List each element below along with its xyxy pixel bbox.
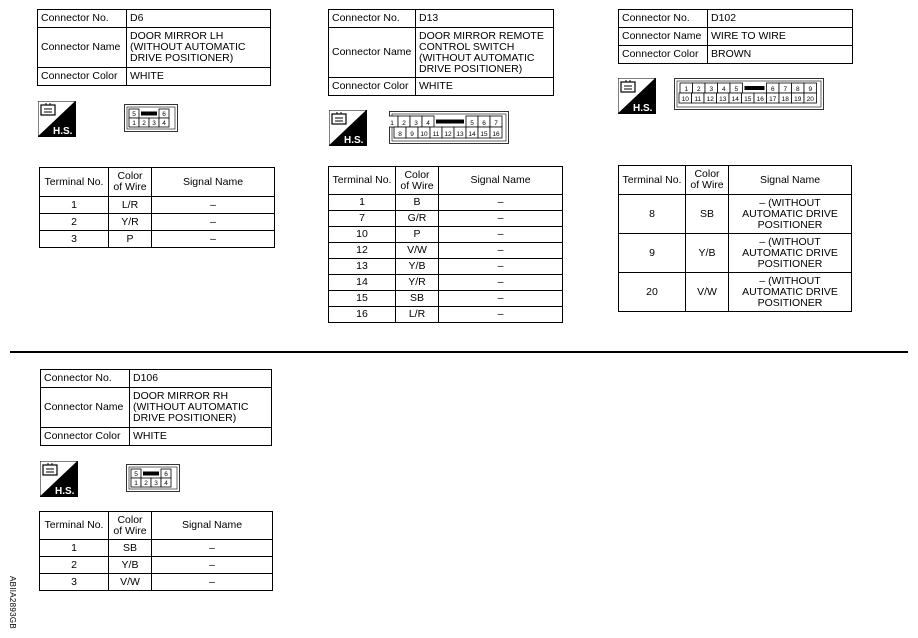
wire-color: P [396,227,439,243]
pin-number: 7 [783,86,788,93]
connector-key [143,472,159,476]
table-row [40,214,275,231]
harness-side-icon [38,101,76,137]
connector-info-table [618,9,853,64]
connector-key [141,112,157,116]
table-row [329,227,563,243]
terminal-no: 12 [329,243,396,259]
pin-number: 3 [152,120,156,127]
signal-name: – (WITHOUT AUTOMATIC DRIVE POSITIONER [729,195,852,234]
wire-color: V/W [109,574,152,591]
pin-number: 8 [795,86,800,93]
pin-number: 10 [420,131,428,138]
connector-key [745,86,765,90]
connector-d106 [40,369,272,446]
wire-color: V/W [396,243,439,259]
connector-d6 [37,9,271,86]
connector-name-label: Connector Name [41,388,130,428]
pin-number: 8 [398,131,402,138]
harness-side-icon [329,110,367,146]
pin-number: 3 [709,86,714,93]
terminal-no: 1 [40,540,109,557]
pin-number: 12 [706,96,714,103]
pin-number: 14 [468,131,476,138]
terminal-no-header: Terminal No. [40,512,109,540]
signal-name-header: Signal Name [152,512,273,540]
pin-number: 20 [806,96,814,103]
table-row [329,195,563,211]
connector-color-value: WHITE [127,68,271,86]
terminal-table-d6-wrap [39,167,275,248]
terminal-no: 7 [329,211,396,227]
table-row [329,291,563,307]
connector-color-label: Connector Color [329,78,416,96]
connector-no-label: Connector No. [329,10,416,28]
pin-number: 5 [470,120,474,127]
signal-name: – [439,243,563,259]
hs-label: H.S. [55,486,75,497]
pin-number: 5 [132,111,136,118]
wire-color-header: Color of Wire [109,512,152,540]
pin-number: 4 [164,480,168,487]
terminal-table [328,166,563,323]
table-row [40,540,273,557]
wire-color: Y/R [109,214,152,231]
signal-name: – [439,259,563,275]
wire-color: G/R [396,211,439,227]
pin-number: 4 [162,120,166,127]
connector-color-label: Connector Color [619,46,708,64]
wire-color: SB [686,195,729,234]
signal-name: – [439,307,563,323]
pin-number: 3 [154,480,158,487]
terminal-table-d13-wrap [328,166,563,323]
pin-number: 16 [756,96,764,103]
connector-no-label: Connector No. [619,10,708,28]
connector-no-value: D102 [708,10,853,28]
table-row [329,307,563,323]
terminal-no: 8 [619,195,686,234]
pin-number: 13 [719,96,727,103]
signal-name: – [152,214,275,231]
wire-color-header: Color of Wire [396,167,439,195]
pin-number: 3 [414,120,418,127]
connector-name-value: DOOR MIRROR REMOTE CONTROL SWITCH (WITHOUT AUTOMATIC DRIVE POSITIONER) [416,28,554,78]
signal-name: – (WITHOUT AUTOMATIC DRIVE POSITIONER [729,273,852,312]
pin-number: 12 [444,131,452,138]
wire-color: L/R [109,197,152,214]
terminal-no: 20 [619,273,686,312]
terminal-table [618,165,852,312]
pin-number: 6 [162,111,166,118]
wire-color: L/R [396,307,439,323]
wire-color: V/W [686,273,729,312]
connector-color-label: Connector Color [38,68,127,86]
harness-side-icon [618,78,656,114]
hs-label: H.S. [633,103,653,114]
pin-number: 9 [410,131,414,138]
pin-number: 2 [144,480,148,487]
terminal-no: 1 [329,195,396,211]
terminal-no: 3 [40,231,109,248]
connector-color-label: Connector Color [41,428,130,446]
terminal-no: 10 [329,227,396,243]
pin-number: 10 [681,96,689,103]
section-divider [10,351,908,353]
pin-number: 17 [769,96,777,103]
pin-number: 19 [794,96,802,103]
signal-name: – [439,195,563,211]
signal-name: – [439,227,563,243]
connector-face-d102 [674,78,824,110]
table-row [40,574,273,591]
pin-number: 15 [480,131,488,138]
terminal-no: 16 [329,307,396,323]
wire-color: Y/B [396,259,439,275]
signal-name: – [152,197,275,214]
pin-number: 11 [432,131,440,138]
signal-name-header: Signal Name [729,166,852,195]
harness-side-icon [40,461,78,497]
signal-name: – [152,574,273,591]
signal-name: – [439,211,563,227]
pin-number: 6 [482,120,486,127]
connector-info-table [40,369,272,446]
connector-color-value: WHITE [416,78,554,96]
pin-number: 4 [426,120,430,127]
hs-label: H.S. [344,135,364,146]
terminal-table-d102-wrap [618,165,852,312]
connector-no-label: Connector No. [41,370,130,388]
wire-color-header: Color of Wire [686,166,729,195]
terminal-no: 9 [619,234,686,273]
wire-color: Y/R [396,275,439,291]
table-row [40,557,273,574]
connector-name-value: DOOR MIRROR RH (WITHOUT AUTOMATIC DRIVE POSITIONER) [130,388,272,428]
pin-number: 14 [731,96,739,103]
pin-number: 2 [696,86,701,93]
terminal-no: 3 [40,574,109,591]
table-row [329,275,563,291]
connector-color-value: WHITE [130,428,272,446]
table-row [619,273,852,312]
signal-name: – [152,540,273,557]
signal-name: – [439,291,563,307]
connector-no-value: D6 [127,10,271,28]
table-row [40,231,275,248]
pin-number: 9 [808,86,813,93]
pin-number: 1 [134,480,138,487]
connector-name-value: DOOR MIRROR LH (WITHOUT AUTOMATIC DRIVE POSITIONER) [127,28,271,68]
wire-color: P [109,231,152,248]
pin-number: 6 [164,471,168,478]
terminal-no: 2 [40,214,109,231]
pin-number: 2 [142,120,146,127]
connector-name-label: Connector Name [619,28,708,46]
connector-key [436,120,464,124]
connector-info-table [328,9,554,96]
terminal-no: 2 [40,557,109,574]
pin-number: 16 [492,131,500,138]
connector-no-label: Connector No. [38,10,127,28]
pin-number: 1 [684,86,689,93]
wire-color: Y/B [109,557,152,574]
connector-name-label: Connector Name [38,28,127,68]
terminal-no: 14 [329,275,396,291]
signal-name: – [152,231,275,248]
table-row [40,197,275,214]
hs-label: H.S. [53,126,73,137]
pin-number: 6 [770,86,775,93]
wire-color: B [396,195,439,211]
pin-number: 4 [721,86,726,93]
connector-name-label: Connector Name [329,28,416,78]
signal-name: – [439,275,563,291]
connector-color-value: BROWN [708,46,853,64]
signal-name-header: Signal Name [439,167,563,195]
connector-name-value: WIRE TO WIRE [708,28,853,46]
terminal-no-header: Terminal No. [329,167,396,195]
table-row [619,234,852,273]
wire-color-header: Color of Wire [109,168,152,197]
terminal-table-d106-wrap [39,511,273,591]
figure-id: ABIIA2893GB [8,575,18,630]
table-row [329,259,563,275]
pin-number: 1 [390,120,394,127]
table-row [329,243,563,259]
connector-face-d106 [126,464,180,492]
terminal-no: 1 [40,197,109,214]
pin-number: 13 [456,131,464,138]
pin-number: 5 [134,471,138,478]
terminal-no: 15 [329,291,396,307]
pin-number: 15 [744,96,752,103]
terminal-table [39,167,275,248]
table-row [329,211,563,227]
connector-info-table [37,9,271,86]
connector-face-d13 [389,111,509,144]
terminal-no-header: Terminal No. [40,168,109,197]
pin-number: 5 [734,86,739,93]
terminal-no: 13 [329,259,396,275]
signal-name: – [152,557,273,574]
pin-number: 7 [494,120,498,127]
connector-d13 [328,9,554,96]
wire-color: SB [396,291,439,307]
pin-number: 1 [132,120,136,127]
pin-number: 2 [402,120,406,127]
wire-color: SB [109,540,152,557]
pin-number: 18 [781,96,789,103]
connector-d102 [618,9,853,64]
terminal-table [39,511,273,591]
connector-no-value: D13 [416,10,554,28]
connector-no-value: D106 [130,370,272,388]
signal-name-header: Signal Name [152,168,275,197]
wire-color: Y/B [686,234,729,273]
terminal-no-header: Terminal No. [619,166,686,195]
table-row [619,195,852,234]
signal-name: – (WITHOUT AUTOMATIC DRIVE POSITIONER [729,234,852,273]
pin-number: 11 [694,96,702,103]
connector-face-d6 [124,104,178,132]
